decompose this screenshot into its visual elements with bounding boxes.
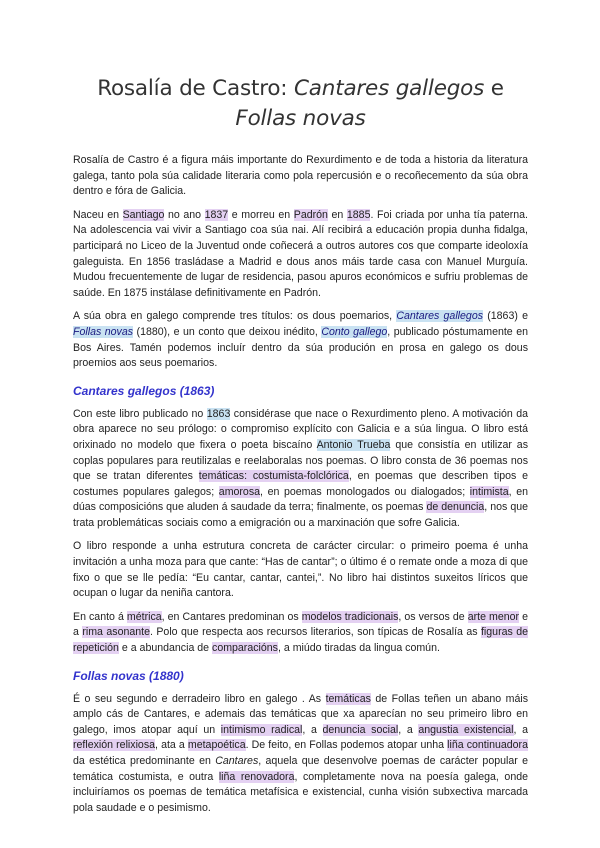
- text: Naceu en: [73, 208, 123, 221]
- intro-paragraph: Rosalía de Castro é a figura máis importante do Rexurdimento e de toda a historia da literatura galega, tanto pola súa calidade literaria como pola repercusión e o recoñecemento da súa obra dentro e fóra de Galicia.: [73, 154, 528, 198]
- text: , aquela que desenvolve poemas de carácter popular e temática costumista, e outra: [73, 755, 529, 783]
- text: , en dúas composicións que aluden á saudade da terra; finalmente, os poemas: [73, 485, 528, 514]
- highlight-birthplace: Santiago: [122, 208, 165, 221]
- text: de Follas teñen un abano máis amplo cás de Cantares, e ademais das temáticas que xa aparecían no seu primeiro libro en galego, imos atopar aquí un: [73, 692, 528, 736]
- text: É o seu segundo e derradeiro libro en galego . As: [73, 692, 326, 705]
- text: (1880), e un conto que deixou inédito,: [133, 325, 322, 338]
- cantares-paragraph-2: O libro responde a unha estrutura concreta de carácter circular: o primeiro poema é unha invitación a unha moza para que cante: “Has de cantar”; o último é o remate onde a moza di que fixo o que se lle pedía: “Eu cantar, cantar, cantei,”. No libro hai distintos suxeitos líricos que ocupan o lugar da neniña cantora.: [73, 540, 528, 600]
- work-title-cantares: Cantares gallegos: [396, 310, 484, 323]
- highlight-deathplace: Padrón: [293, 208, 328, 221]
- text: , en poemas monologados ou dialogados;: [260, 485, 470, 498]
- title-text: Rosalía de Castro:: [97, 76, 294, 101]
- highlight-death-year: 1885: [346, 208, 371, 221]
- text: , completamente nova na poesía galega, onde incluiríamos os poemas de temática metafísica e existencial, cunha visión subxectiva marcada pola saudade e o pesimismo.: [73, 770, 528, 814]
- highlight-term: rima asonante: [82, 626, 150, 639]
- text: . Polo que respecta aos recursos literarios, son típicas de Rosalía as: [149, 626, 481, 639]
- text: e morreu en: [228, 208, 294, 221]
- document-page: [73, 74, 528, 824]
- text: . De feito, en Follas podemos atopar unha: [245, 739, 448, 752]
- cantares-paragraph-3: [73, 610, 528, 657]
- highlight-term: modelos tradicionais: [301, 610, 399, 623]
- highlight-theme: intimista: [469, 485, 509, 498]
- section-heading-cantares: Cantares gallegos (1863): [73, 383, 215, 398]
- highlight-term: figuras de repetición: [73, 626, 529, 655]
- highlight-term: liña continuadora: [447, 739, 528, 752]
- text: da estética predominante en: [73, 755, 216, 767]
- work-title-conto: Conto gallego: [321, 325, 388, 338]
- text: A súa obra en galego comprende tres títulos: os dous poemarios,: [73, 310, 397, 323]
- text: Con este libro publicado no: [73, 407, 207, 420]
- highlight-year: 1863: [206, 407, 231, 420]
- text: , en poemas que describen tipos e costumes populares galegos;: [73, 470, 528, 498]
- text: , a: [398, 723, 419, 736]
- text: , a: [302, 723, 323, 736]
- cantares-paragraph-1: [73, 407, 528, 532]
- highlight-author: Antonio Trueba: [316, 438, 391, 451]
- text: , publicado póstumamente en Bos Aires. Tamén podemos incluír dentro da súa produción en prosa en galego os dous proemios aos seus poemarios.: [73, 325, 528, 370]
- highlight-term: intimismo radical: [220, 723, 303, 736]
- text: e a: [73, 610, 528, 639]
- highlight-theme: amorosa: [218, 485, 261, 498]
- highlight-term: reflexión relixiosa: [73, 739, 156, 752]
- text: en: [327, 208, 347, 221]
- text: , nos que trata problemáticas sociais como a emigración ou a marxinación que sofre Galicia.: [73, 501, 528, 529]
- highlight-term: temáticas: [325, 692, 371, 705]
- text: no ano: [164, 208, 205, 221]
- text: , ata a: [155, 739, 188, 752]
- follas-paragraph-1: [73, 692, 528, 817]
- highlight-term: metapoética: [187, 739, 246, 752]
- text: , a miúdo tiradas da lingua común.: [277, 642, 440, 655]
- highlight-term: angustia existencial: [418, 723, 514, 736]
- biography-paragraph: [73, 208, 528, 302]
- text: , a: [513, 723, 528, 736]
- text: , os versos de: [398, 610, 468, 623]
- title-work-2: Follas novas: [235, 106, 366, 131]
- section-heading-follas: Follas novas (1880): [73, 668, 184, 683]
- highlight-term: métrica: [126, 610, 162, 623]
- text: . Foi criada por unha tía paterna. Na adolescencia vai vivir a Santiago coa súa nai. Alí recibirá a educación propia dunha fidalga, participará no Liceo de la Juventud onde coñecerá a outros autores cos que comparte ideoloxía galeguista. En 1856 trasládase a Madrid e dous anos máis tarde casa con Manuel Murguía. Mudou frecuentemente de lugar de residencia, pasou apuros económicos e sufriu problemas de saúde. En 1875 instálase definitivamente en Padrón.: [73, 208, 529, 299]
- highlight-term: comparacións: [212, 642, 278, 655]
- highlight-birth-year: 1837: [204, 208, 229, 221]
- highlight-theme: de denuncia: [426, 501, 485, 514]
- text: e a abundancia de: [118, 642, 213, 655]
- highlight-term: arte menor: [467, 610, 520, 623]
- text: que consistía en utilizar as coplas populares para reutilizalas e reelaboralas nos poemas. O libro consta de 36 poemas nos que se tratan diferentes: [73, 438, 528, 483]
- highlight-term: denuncia social: [322, 723, 399, 736]
- title-work-1: Cantares gallegos: [294, 76, 485, 101]
- text: considérase que nace o Rexurdimento pleno. A motivación da obra aparece no seu prólogo: o compromiso explícito con Galicia e a súa lingua. O libro está orixinado no modelo que fixera o poeta biscaíno: [73, 407, 528, 451]
- title-join: e: [484, 76, 504, 101]
- work-title-follas: Follas novas: [73, 325, 134, 338]
- italic-work-title: Cantares: [215, 755, 259, 767]
- highlight-theme: temáticas: costumista-folclórica: [198, 470, 349, 483]
- text: (1863) e: [483, 310, 528, 323]
- highlight-term: liña renovadora: [218, 770, 295, 783]
- text: , en Cantares predominan os: [161, 610, 302, 623]
- works-paragraph: [73, 309, 528, 371]
- page-title: [73, 74, 528, 134]
- text: En canto á: [73, 610, 127, 623]
